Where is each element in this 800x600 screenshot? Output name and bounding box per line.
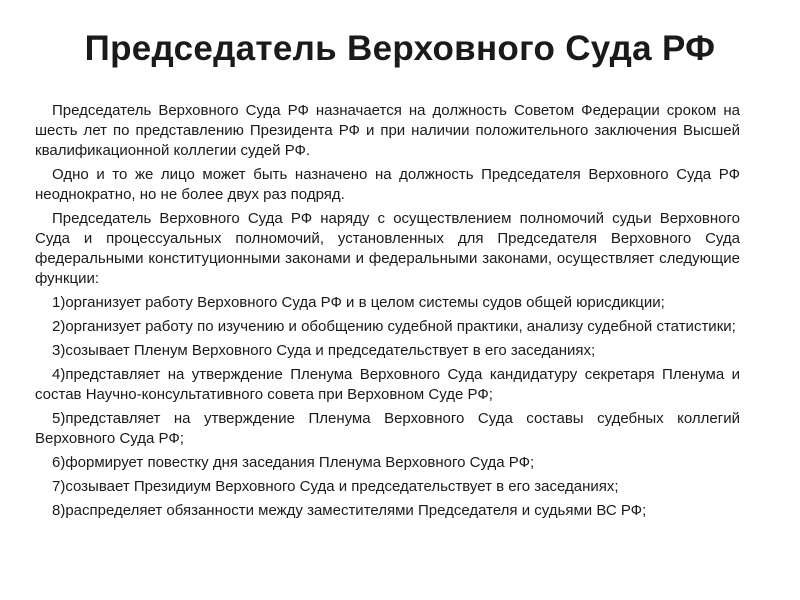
slide-title: Председатель Верховного Суда РФ bbox=[84, 29, 716, 68]
function-item-5: 5)представляет на утверждение Пленума Верховного Суда составы судебных коллегий Верховного Суда РФ; bbox=[35, 410, 740, 447]
function-item-8: 8)распределяет обязанности между заместителями Председателя и судьями ВС РФ; bbox=[52, 502, 647, 519]
function-item-7: 7)созывает Президиум Верховного Суда и председательствует в его заседаниях; bbox=[52, 478, 619, 495]
function-item-6: 6)формирует повестку дня заседания Пленума Верховного Суда РФ; bbox=[52, 454, 535, 471]
paragraph-appointment: Председатель Верховного Суда РФ назначается на должность Советом Федерации сроком на шесть лет по представлению Президента РФ и при наличии положительного заключения Высшей квалификационной коллегии судей РФ. bbox=[35, 102, 740, 159]
paragraph-term-limit: Одно и то же лицо может быть назначено на должность Председателя Верховного Суда РФ неоднократно, но не более двух раз подряд. bbox=[35, 166, 740, 203]
function-item-3: 3)созывает Пленум Верховного Суда и председательствует в его заседаниях; bbox=[52, 342, 596, 359]
paragraph-functions-intro: Председатель Верховного Суда РФ наряду с осуществлением полномочий судьи Верховного Суда и процессуальных полномочий, установленных для Председателя Верховного Суда федеральными конституционными законами и федеральными законами, осуществляет следующие функции: bbox=[35, 210, 740, 287]
function-item-2: 2)организует работу по изучению и обобщению судебной практики, анализу судебной статистики; bbox=[52, 318, 736, 335]
function-item-1: 1)организует работу Верховного Суда РФ и в целом системы судов общей юрисдикции; bbox=[52, 294, 665, 311]
slide-body bbox=[35, 101, 740, 525]
function-item-4: 4)представляет на утверждение Пленума Верховного Суда кандидатуру секретаря Пленума и состав Научно-консультативного совета при Верховном Суде РФ; bbox=[35, 366, 740, 403]
